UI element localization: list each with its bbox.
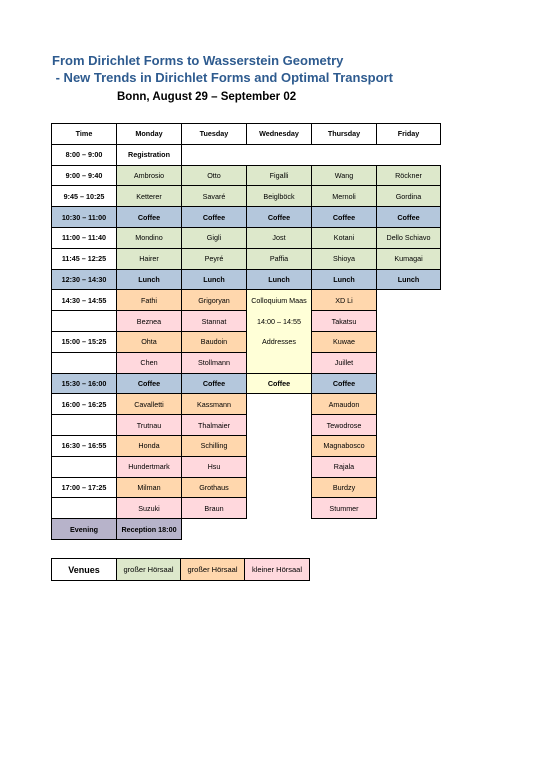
time-cell: 16:30 – 16:55: [52, 435, 117, 456]
time-cell: [52, 352, 117, 373]
table-row: [52, 352, 441, 373]
registration-cell: Registration: [117, 144, 182, 165]
time-cell: 9:00 – 9:40: [52, 165, 117, 186]
colloquium-addresses-cell: Addresses: [247, 331, 312, 352]
coffee-cell: Coffee: [247, 373, 312, 394]
talk-cell: Cavalletti: [117, 394, 182, 415]
time-cell: 11:00 – 11:40: [52, 227, 117, 248]
talk-cell: Stollmann: [182, 352, 247, 373]
talk-cell: Grigoryan: [182, 290, 247, 311]
talk-cell: Mernoli: [312, 186, 377, 207]
talk-cell: Fathi: [117, 290, 182, 311]
time-cell: 10:30 – 11:00: [52, 207, 117, 228]
talk-cell: Stummer: [312, 498, 377, 519]
time-cell: 14:30 – 14:55: [52, 290, 117, 311]
header-wednesday: Wednesday: [247, 124, 312, 145]
venue-green: großer Hörsaal: [117, 559, 181, 581]
talk-cell: Kotani: [312, 227, 377, 248]
header-row: [52, 124, 441, 145]
talk-cell: Paffia: [247, 248, 312, 269]
talk-cell: Kassmann: [182, 394, 247, 415]
empty-cell: [377, 290, 441, 311]
empty-cell: [377, 498, 441, 519]
coffee-cell: Coffee: [377, 207, 441, 228]
colloquium-time-cell: 14:00 – 14:55: [247, 311, 312, 332]
talk-cell: Kuwae: [312, 331, 377, 352]
talk-cell: Juillet: [312, 352, 377, 373]
talk-cell: Dello Schiavo: [377, 227, 441, 248]
empty-cell: [182, 144, 247, 165]
talk-cell: Takatsu: [312, 311, 377, 332]
header-time: Time: [52, 124, 117, 145]
table-row: [52, 207, 441, 228]
schedule-table: [51, 123, 441, 540]
empty-cell: [377, 144, 441, 165]
talk-cell: Honda: [117, 435, 182, 456]
talk-cell: Hsu: [182, 456, 247, 477]
empty-cell: [377, 435, 441, 456]
talk-cell: Stannat: [182, 311, 247, 332]
talk-cell: Rajala: [312, 456, 377, 477]
talk-cell: Burdzy: [312, 477, 377, 498]
talk-cell: Hairer: [117, 248, 182, 269]
table-row: [52, 165, 441, 186]
table-row: [52, 498, 441, 519]
talk-cell: Braun: [182, 498, 247, 519]
talk-cell: Jost: [247, 227, 312, 248]
venue-pink: kleiner Hörsaal: [245, 559, 310, 581]
time-cell: 12:30 – 14:30: [52, 269, 117, 290]
talk-cell: Thalmaier: [182, 415, 247, 436]
talk-cell: Kumagai: [377, 248, 441, 269]
empty-cell: [312, 144, 377, 165]
empty-cell: [377, 519, 441, 540]
time-cell: Evening: [52, 519, 117, 540]
time-cell: 11:45 – 12:25: [52, 248, 117, 269]
coffee-cell: Coffee: [312, 207, 377, 228]
talk-cell: Schilling: [182, 435, 247, 456]
venues-legend: [51, 558, 310, 581]
time-cell: 17:00 – 17:25: [52, 477, 117, 498]
coffee-cell: Coffee: [247, 207, 312, 228]
empty-cell: [247, 435, 312, 456]
time-cell: [52, 311, 117, 332]
time-cell: 16:00 – 16:25: [52, 394, 117, 415]
talk-cell: XD Li: [312, 290, 377, 311]
empty-cell: [377, 394, 441, 415]
talk-cell: Ketterer: [117, 186, 182, 207]
talk-cell: Gordina: [377, 186, 441, 207]
talk-cell: Ohta: [117, 331, 182, 352]
talk-cell: Beznea: [117, 311, 182, 332]
coffee-cell: Coffee: [117, 207, 182, 228]
table-row: [52, 248, 441, 269]
lunch-cell: Lunch: [377, 269, 441, 290]
title-line-2: - New Trends in Dirichlet Forms and Optimal Transport: [52, 70, 393, 85]
header-friday: Friday: [377, 124, 441, 145]
lunch-cell: Lunch: [247, 269, 312, 290]
talk-cell: Beiglböck: [247, 186, 312, 207]
header-tuesday: Tuesday: [182, 124, 247, 145]
empty-cell: [377, 415, 441, 436]
coffee-cell: Coffee: [182, 207, 247, 228]
time-cell: [52, 415, 117, 436]
talk-cell: Grothaus: [182, 477, 247, 498]
header-monday: Monday: [117, 124, 182, 145]
talk-cell: Suzuki: [117, 498, 182, 519]
table-row: [52, 456, 441, 477]
coffee-cell: Coffee: [312, 373, 377, 394]
reception-cell: Reception 18:00: [117, 519, 182, 540]
empty-cell: [247, 144, 312, 165]
talk-cell: Röckner: [377, 165, 441, 186]
empty-cell: [312, 519, 377, 540]
empty-cell: [247, 519, 312, 540]
talk-cell: Figalli: [247, 165, 312, 186]
lunch-cell: Lunch: [117, 269, 182, 290]
empty-cell: [247, 415, 312, 436]
empty-cell: [182, 519, 247, 540]
empty-cell: [377, 373, 441, 394]
table-row: [52, 227, 441, 248]
time-cell: [52, 456, 117, 477]
table-row: [52, 290, 441, 311]
table-row: [52, 186, 441, 207]
talk-cell: Baudoin: [182, 331, 247, 352]
talk-cell: Shioya: [312, 248, 377, 269]
empty-cell: [247, 498, 312, 519]
talk-cell: Wang: [312, 165, 377, 186]
empty-cell: [377, 352, 441, 373]
table-row: [52, 435, 441, 456]
coffee-cell: Coffee: [182, 373, 247, 394]
table-row: [52, 144, 441, 165]
time-cell: 15:00 – 15:25: [52, 331, 117, 352]
colloquium-empty-cell: [247, 352, 312, 373]
talk-cell: Ambrosio: [117, 165, 182, 186]
talk-cell: Peyré: [182, 248, 247, 269]
talk-cell: Milman: [117, 477, 182, 498]
title-line-1: From Dirichlet Forms to Wasserstein Geometry: [52, 53, 344, 68]
time-cell: 9:45 – 10:25: [52, 186, 117, 207]
talk-cell: Chen: [117, 352, 182, 373]
time-cell: [52, 498, 117, 519]
table-row: [52, 269, 441, 290]
talk-cell: Otto: [182, 165, 247, 186]
empty-cell: [377, 331, 441, 352]
empty-cell: [247, 394, 312, 415]
coffee-cell: Coffee: [117, 373, 182, 394]
empty-cell: [247, 477, 312, 498]
page-title: [52, 52, 393, 86]
talk-cell: Savaré: [182, 186, 247, 207]
talk-cell: Hundertmark: [117, 456, 182, 477]
time-cell: 8:00 – 9:00: [52, 144, 117, 165]
talk-cell: Magnabosco: [312, 435, 377, 456]
empty-cell: [247, 456, 312, 477]
lunch-cell: Lunch: [182, 269, 247, 290]
table-row: [52, 519, 441, 540]
venues-label: Venues: [52, 559, 117, 581]
empty-cell: [377, 311, 441, 332]
header-thursday: Thursday: [312, 124, 377, 145]
empty-cell: [377, 456, 441, 477]
talk-cell: Mondino: [117, 227, 182, 248]
table-row: [52, 331, 441, 352]
venue-orange: großer Hörsaal: [181, 559, 245, 581]
talk-cell: Gigli: [182, 227, 247, 248]
talk-cell: Trutnau: [117, 415, 182, 436]
lunch-cell: Lunch: [312, 269, 377, 290]
table-row: [52, 394, 441, 415]
time-cell: 15:30 – 16:00: [52, 373, 117, 394]
table-row: [52, 415, 441, 436]
empty-cell: [377, 477, 441, 498]
subtitle: Bonn, August 29 – September 02: [117, 91, 297, 103]
talk-cell: Tewodrose: [312, 415, 377, 436]
table-row: [52, 311, 441, 332]
talk-cell: Amaudon: [312, 394, 377, 415]
table-row: [52, 373, 441, 394]
colloquium-title-cell: Colloquium Maas: [247, 290, 312, 311]
table-row: [52, 477, 441, 498]
